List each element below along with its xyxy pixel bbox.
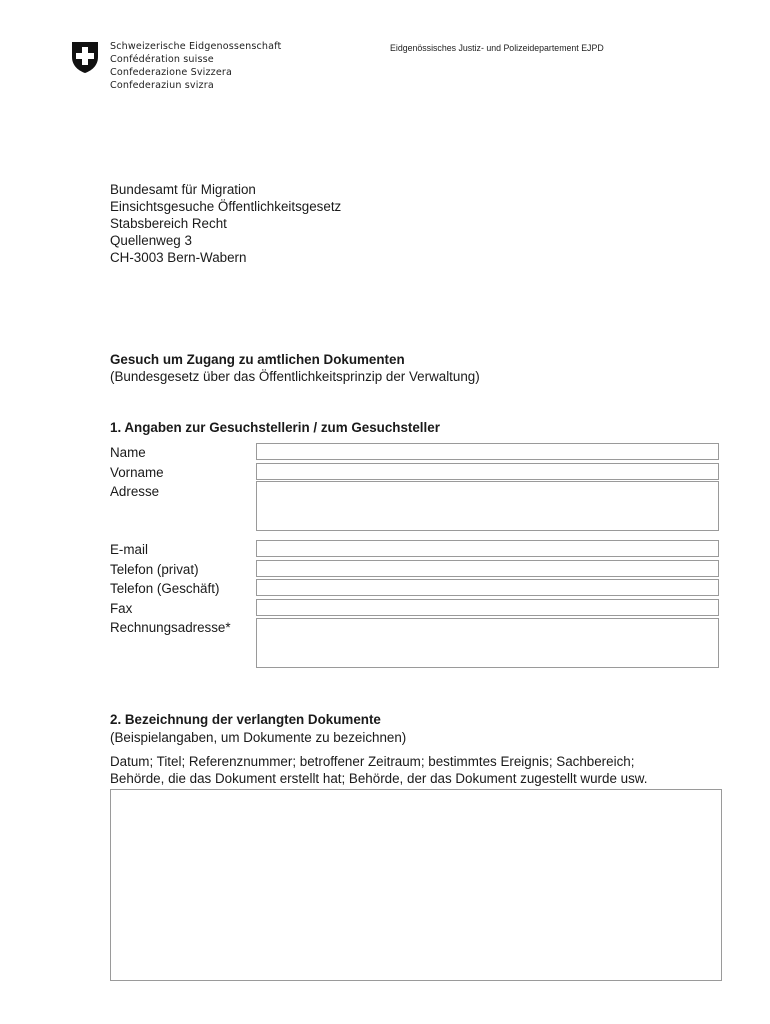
- adresse-label: Adresse: [110, 484, 160, 499]
- address-line: CH-3003 Bern-Wabern: [110, 250, 247, 265]
- telefon-privat-field[interactable]: [256, 560, 719, 577]
- rechnungsadresse-label: Rechnungsadresse*: [110, 620, 231, 635]
- form-subtitle: (Bundesgesetz über das Öffentlichkeitsprinzip der Verwaltung): [110, 369, 480, 384]
- section-2-hint-line-1: Datum; Titel; Referenznummer; betroffener Zeitraum; bestimmtes Ereignis; Sachbereich;: [110, 754, 635, 769]
- name-label: Name: [110, 445, 146, 460]
- telefon-geschaeft-label: Telefon (Geschäft): [110, 581, 220, 596]
- fax-label: Fax: [110, 601, 133, 616]
- address-line: Quellenweg 3: [110, 233, 192, 248]
- vorname-label: Vorname: [110, 465, 164, 480]
- address-line: Bundesamt für Migration: [110, 182, 256, 197]
- section-2-hint-line-2: Behörde, die das Dokument erstellt hat; Behörde, der das Dokument zugestellt wurde usw.: [110, 771, 648, 786]
- section-2-heading: 2. Bezeichnung der verlangten Dokumente: [110, 712, 381, 727]
- section-1-heading: 1. Angaben zur Gesuchstellerin / zum Gesuchsteller: [110, 420, 440, 435]
- adresse-field[interactable]: [256, 481, 719, 531]
- rechnungsadresse-field[interactable]: [256, 618, 719, 668]
- conf-line-rm: Confederaziun svizra: [110, 80, 214, 91]
- vorname-field[interactable]: [256, 463, 719, 480]
- name-field[interactable]: [256, 443, 719, 460]
- address-line: Stabsbereich Recht: [110, 216, 227, 231]
- swiss-crest-icon: [70, 40, 100, 74]
- section-2-subheading: (Beispielangaben, um Dokumente zu bezeichnen): [110, 730, 407, 745]
- fax-field[interactable]: [256, 599, 719, 616]
- telefon-privat-label: Telefon (privat): [110, 562, 199, 577]
- department-name: Eidgenössisches Justiz- und Polizeidepartement EJPD: [390, 43, 604, 53]
- documents-description-field[interactable]: [110, 789, 722, 981]
- address-line: Einsichtsgesuche Öffentlichkeitsgesetz: [110, 199, 342, 214]
- telefon-geschaeft-field[interactable]: [256, 579, 719, 596]
- form-title: Gesuch um Zugang zu amtlichen Dokumenten: [110, 352, 405, 367]
- conf-line-de: Schweizerische Eidgenossenschaft: [110, 41, 282, 52]
- email-label: E-mail: [110, 542, 148, 557]
- conf-line-fr: Confédération suisse: [110, 54, 214, 65]
- email-field[interactable]: [256, 540, 719, 557]
- conf-line-it: Confederazione Svizzera: [110, 67, 233, 78]
